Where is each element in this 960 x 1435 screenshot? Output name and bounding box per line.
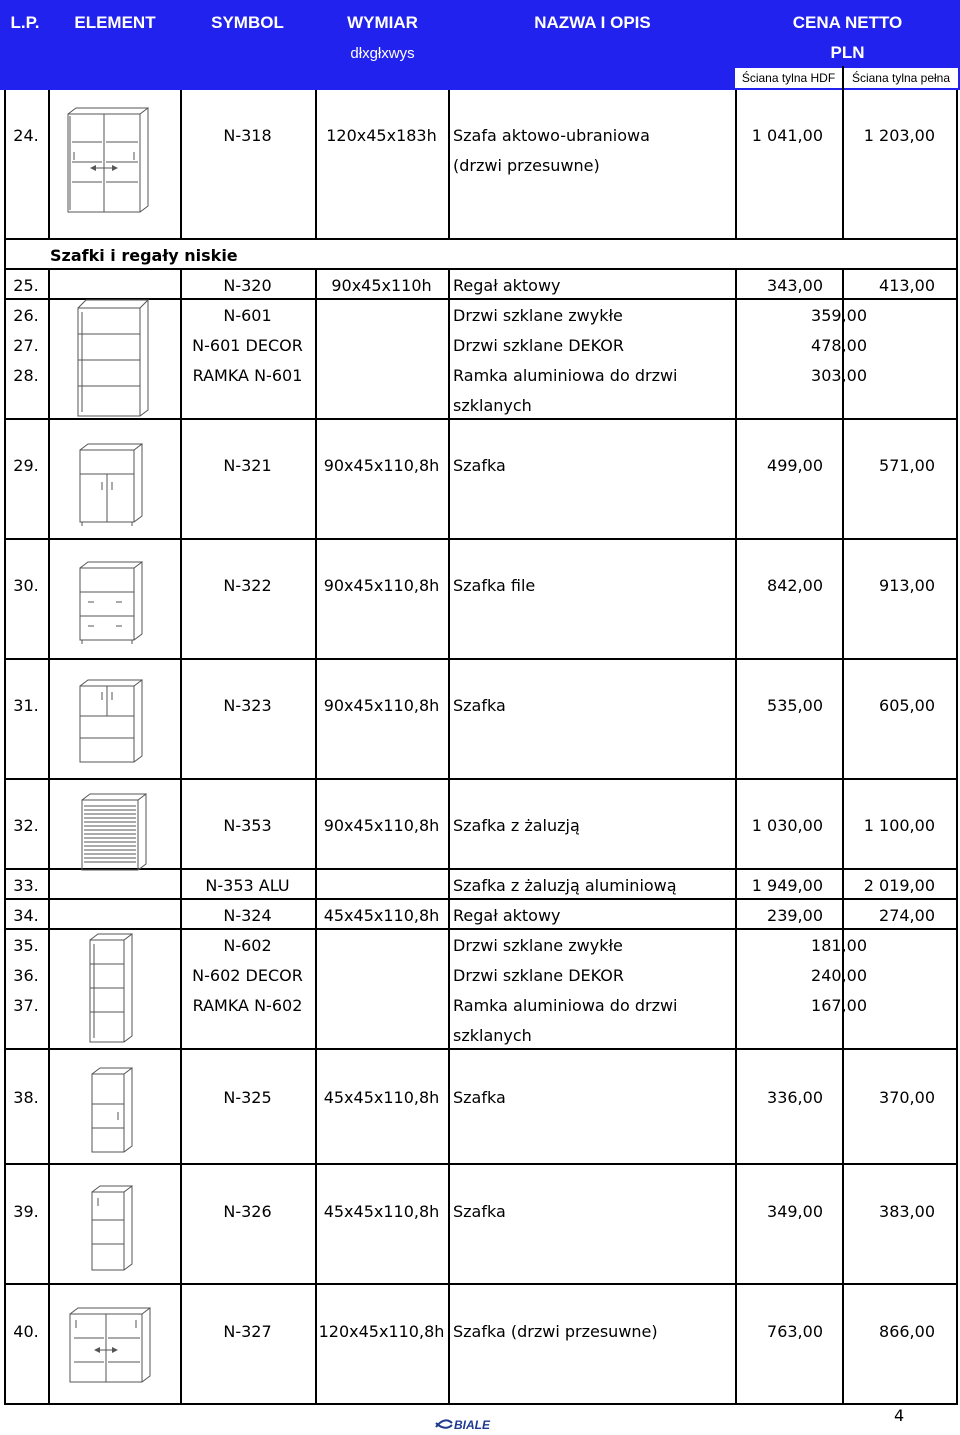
header-element: ELEMENT: [74, 13, 156, 32]
header-symbol: SYMBOL: [211, 13, 284, 32]
row-lp: 30.: [13, 576, 39, 595]
row-price-hdf: 343,00: [767, 276, 823, 295]
row-price-full: 1 100,00: [863, 816, 935, 835]
row-price: 167,00: [811, 996, 867, 1015]
row-description: Szafa aktowo-ubraniowa: [453, 126, 650, 145]
row-symbol: N-601 DECOR: [192, 336, 303, 355]
row-price-hdf: 1 949,00: [751, 876, 823, 895]
brand-logo-text: BIALE: [454, 1418, 490, 1431]
row-price: 181,00: [811, 936, 867, 955]
logo-swoosh-icon: [434, 1417, 506, 1431]
row-price-full: 2 019,00: [863, 876, 935, 895]
wardrobe-sliding-doors-icon: [62, 106, 154, 218]
header-wymiar: WYMIAR: [347, 13, 418, 32]
row-lp: 28.: [13, 366, 39, 385]
file-cabinet-icon: [76, 558, 148, 644]
row-description: Drzwi szklane zwykłe: [453, 306, 623, 325]
header-currency: PLN: [830, 43, 865, 62]
row-lp: 38.: [13, 1088, 39, 1107]
row-symbol: N-318: [223, 126, 272, 145]
row-lp: 29.: [13, 456, 39, 475]
row-price-full: 571,00: [879, 456, 935, 475]
row-lp: 26.: [13, 306, 39, 325]
row-description: Szafka: [453, 696, 506, 715]
row-price-hdf: 239,00: [767, 906, 823, 925]
row-price-full: 383,00: [879, 1202, 935, 1221]
row-description: Drzwi szklane DEKOR: [453, 966, 624, 985]
row-symbol: N-326: [223, 1202, 272, 1221]
row-dimensions: 45x45x110,8h: [323, 1202, 440, 1221]
row-dimensions: 120x45x183h: [326, 126, 437, 145]
row-symbol: RAMKA N-601: [192, 366, 303, 385]
row-lp: 24.: [13, 126, 39, 145]
row-price-full: 605,00: [879, 696, 935, 715]
sliding-door-cabinet-icon: [64, 1304, 156, 1386]
header-wymiar-sub: dłxgłxwys: [350, 44, 415, 62]
row-lp: 31.: [13, 696, 39, 715]
row-symbol: N-320: [223, 276, 272, 295]
row-lp: 25.: [13, 276, 39, 295]
header-col-hdf: Ściana tylna HDF: [735, 68, 842, 88]
row-description-2: szklanych: [453, 396, 532, 415]
row-description: Regał aktowy: [453, 906, 561, 925]
row-price-full: 413,00: [879, 276, 935, 295]
row-symbol: N-325: [223, 1088, 272, 1107]
narrow-cabinet-icon: [88, 1064, 136, 1156]
section-title: Szafki i regały niskie: [50, 246, 238, 265]
row-description: Drzwi szklane DEKOR: [453, 336, 624, 355]
row-symbol: N-601: [223, 306, 272, 325]
row-symbol: N-323: [223, 696, 272, 715]
row-dimensions: 90x45x110,8h: [323, 816, 440, 835]
header-col-full: Ściana tylna pełna: [844, 68, 958, 88]
row-dimensions: 90x45x110,8h: [323, 576, 440, 595]
row-price: 478,00: [811, 336, 867, 355]
row-dimensions: 90x45x110,8h: [323, 696, 440, 715]
header-nazwa: NAZWA I OPIS: [534, 13, 651, 32]
row-description: Szafka z żaluzją: [453, 816, 580, 835]
row-lp: 33.: [13, 876, 39, 895]
row-description: Drzwi szklane zwykłe: [453, 936, 623, 955]
row-price-hdf: 1 041,00: [751, 126, 823, 145]
row-price: 359,00: [811, 306, 867, 325]
row-symbol: RAMKA N-602: [192, 996, 303, 1015]
page-number: 4: [894, 1406, 905, 1425]
row-symbol: N-322: [223, 576, 272, 595]
narrow-cabinet-door-icon: [88, 1182, 136, 1274]
row-lp: 32.: [13, 816, 39, 835]
row-dimensions: 90x45x110h: [331, 276, 432, 295]
row-symbol: N-353: [223, 816, 272, 835]
row-price-full: 913,00: [879, 576, 935, 595]
row-description: Regał aktowy: [453, 276, 561, 295]
table-header: [0, 0, 960, 90]
row-price: 240,00: [811, 966, 867, 985]
row-dimensions: 120x45x110,8h: [318, 1322, 445, 1341]
row-symbol: N-324: [223, 906, 272, 925]
row-price-hdf: 842,00: [767, 576, 823, 595]
row-price-full: 1 203,00: [863, 126, 935, 145]
row-price-hdf: 763,00: [767, 1322, 823, 1341]
narrow-bookshelf-icon: [86, 930, 136, 1046]
row-dimensions: 90x45x110,8h: [323, 456, 440, 475]
row-description: Szafka: [453, 1202, 506, 1221]
row-symbol: N-327: [223, 1322, 272, 1341]
row-price: 303,00: [811, 366, 867, 385]
cabinet-with-shelves-icon: [76, 676, 148, 766]
row-description: Ramka aluminiowa do drzwi: [453, 366, 678, 385]
row-lp: 39.: [13, 1202, 39, 1221]
row-price-hdf: 499,00: [767, 456, 823, 475]
row-description-2: szklanych: [453, 1026, 532, 1045]
row-description: Szafka file: [453, 576, 536, 595]
row-description: Szafka (drzwi przesuwne): [453, 1322, 658, 1341]
row-symbol: N-602: [223, 936, 272, 955]
row-price-hdf: 349,00: [767, 1202, 823, 1221]
brand-logo: [434, 1416, 506, 1430]
row-price-full: 274,00: [879, 906, 935, 925]
row-lp: 37.: [13, 996, 39, 1015]
header-cena: CENA NETTO: [792, 13, 903, 32]
row-symbol: N-353 ALU: [205, 876, 290, 895]
row-lp: 35.: [13, 936, 39, 955]
row-lp: 34.: [13, 906, 39, 925]
row-description: Ramka aluminiowa do drzwi: [453, 996, 678, 1015]
row-symbol: N-321: [223, 456, 272, 475]
roller-shutter-cabinet-icon: [78, 790, 152, 874]
row-symbol: N-602 DECOR: [192, 966, 303, 985]
row-price-hdf: 1 030,00: [751, 816, 823, 835]
row-price-hdf: 336,00: [767, 1088, 823, 1107]
row-description-2: (drzwi przesuwne): [453, 156, 600, 175]
header-lp: L.P.: [10, 13, 40, 32]
row-price-hdf: 535,00: [767, 696, 823, 715]
row-dimensions: 45x45x110,8h: [323, 906, 440, 925]
row-description: Szafka: [453, 1088, 506, 1107]
row-lp: 36.: [13, 966, 39, 985]
row-price-full: 866,00: [879, 1322, 935, 1341]
row-price-full: 370,00: [879, 1088, 935, 1107]
bookshelf-icon: [74, 296, 154, 420]
row-description: Szafka z żaluzją aluminiową: [453, 876, 677, 895]
row-lp: 27.: [13, 336, 39, 355]
row-lp: 40.: [13, 1322, 39, 1341]
row-dimensions: 45x45x110,8h: [323, 1088, 440, 1107]
row-description: Szafka: [453, 456, 506, 475]
cabinet-with-doors-icon: [76, 440, 148, 526]
